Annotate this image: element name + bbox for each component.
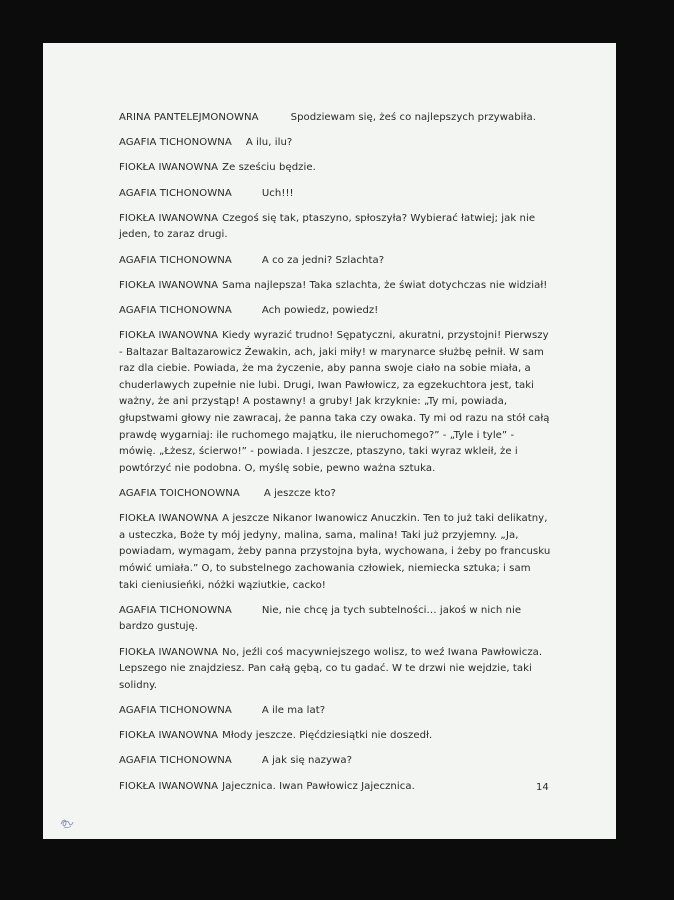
dialogue-line xyxy=(119,211,551,244)
speaker-name: AGAFIA TICHONOWNA xyxy=(119,604,232,616)
speaker-name: FIOKŁA IWANOWNA xyxy=(119,646,219,658)
speaker-name: FIOKŁA IWANOWNA xyxy=(119,730,219,742)
speech-text: A jeszcze kto? xyxy=(263,488,336,500)
dialogue-line xyxy=(119,645,551,695)
speaker-name: AGAFIA TOICHONOWNA xyxy=(119,488,240,500)
speaker-name: FIOKŁA IWANOWNA xyxy=(119,330,219,342)
dialogue-line xyxy=(119,303,551,320)
dialogue-line xyxy=(119,753,551,770)
speaker-name: AGAFIA TICHONOWNA xyxy=(119,137,232,149)
speech-text: Kiedy wyrazić trudno! Sępatyczni, akuratni, przystojni! Pierwszy - Baltazar Baltazarowicz Żewakin, ach, jaki miły! w marynarce służbę pełnił. W sam raz dla ciebie. Powiada, że ma życzenie, aby panna swoje ciało na sobie miała, a chuderlawych zupełnie nie lubi. Drugi, Iwan Pawłowicz, za egzekuchtora jest, taki ważny, że ani przystąp! A postawny! a gruby! Jak krzyknie: „Ty mi, powiada, głupstwami głowy nie zawracaj, że panna taka czy owaka. Ty mi od razu na stół całą prawdę wygarniaj: ile ruchomego majątku, ile nieruchomego?” - „Tyle i tyle” - mówię. „Łżesz, ścierwo!” - powiada. I jeszcze, ptaszyno, taki wyraz wkleił, że i powtórzyć nie podobna. O, myślę sobie, pewno ważna sztuka. xyxy=(119,330,550,474)
page-number: 14 xyxy=(536,782,549,793)
speech-text: Sama najlepsza! Taka szlachta, że świat dotychczas nie widział! xyxy=(222,279,548,291)
speech-text: A ilu, ilu? xyxy=(245,137,293,149)
speech-text: Spodziewam się, żeś co najlepszych przywabiła. xyxy=(290,112,536,123)
dialogue-line xyxy=(119,511,551,594)
dialogue-line xyxy=(119,703,551,720)
speaker-name: AGAFIA TICHONOWNA xyxy=(119,254,232,266)
speaker-name: AGAFIA TICHONOWNA xyxy=(119,187,232,199)
dialogue-body xyxy=(119,110,551,804)
speech-text: Nie, nie chcę ja tych subtelności… jakoś w nich nie bardzo gustuję. xyxy=(119,604,522,633)
speech-text: A ile ma lat? xyxy=(261,704,326,716)
speaker-name: FIOKŁA IWANOWNA xyxy=(119,212,219,224)
speaker-name: AGAFIA TICHONOWNA xyxy=(119,304,232,316)
speaker-name: AGAFIA TICHONOWNA xyxy=(119,704,232,716)
speaker-name: FIOKŁA IWANOWNA xyxy=(119,513,219,525)
speaker-name: FIOKŁA IWANOWNA xyxy=(119,162,219,174)
document-page xyxy=(43,43,616,839)
speech-text: Ach powiedz, powiedz! xyxy=(261,304,379,316)
dialogue-line xyxy=(119,253,551,270)
dialogue-line xyxy=(119,486,551,503)
ink-flourish-icon xyxy=(60,817,74,829)
dialogue-line xyxy=(119,779,551,796)
dialogue-line xyxy=(119,328,551,477)
speaker-name: ARINA PANTELEJMONOWNA xyxy=(119,112,259,123)
speech-text: Jajecznica. Iwan Pawłowicz Jajecznica. xyxy=(222,780,415,792)
dialogue-line xyxy=(119,728,551,745)
dialogue-line xyxy=(119,186,551,203)
speaker-name: FIOKŁA IWANOWNA xyxy=(119,279,219,291)
dialogue-line xyxy=(119,278,551,295)
dialogue-line xyxy=(119,160,551,177)
speaker-name: FIOKŁA IWANOWNA xyxy=(119,780,219,792)
speech-text: Młody jeszcze. Pięćdziesiątki nie doszedł. xyxy=(222,730,433,742)
dialogue-line xyxy=(119,603,551,636)
speech-text: A jeszcze Nikanor Iwanowicz Anuczkin. Ten to już taki delikatny, a usteczka, Boże ty mój jedyny, malina, sama, malina! Taki już przyjemny. „Ja, powiadam, wymagam, żeby panna przystojna była, wychowana, i żeby po francusku mówić umiała.” O, to substelnego zachowania człowiek, niemiecka sztuka; i sam taki cieniusieńki, nóżki wąziutkie, cacko! xyxy=(119,513,551,591)
speech-text: Uch!!! xyxy=(261,187,294,199)
speech-text: A co za jedni? Szlachta? xyxy=(261,254,385,266)
dialogue-line xyxy=(119,135,551,152)
speaker-name: AGAFIA TICHONOWNA xyxy=(119,755,232,767)
speech-text: A jak się nazywa? xyxy=(261,755,353,767)
speech-text: Czegoś się tak, ptaszyno, spłoszyła? Wybierać łatwiej; jak nie jeden, to zaraz drugi. xyxy=(119,212,536,241)
speech-text: Ze sześciu będzie. xyxy=(222,162,316,174)
dialogue-line xyxy=(119,110,551,127)
speech-text: No, jeźli coś macywniejszego wolisz, to weź Iwana Pawłowicza. Lepszego nie znajdziesz. Pan całą gębą, co tu gadać. W te drzwi nie wejdzie, taki solidny. xyxy=(119,646,543,691)
